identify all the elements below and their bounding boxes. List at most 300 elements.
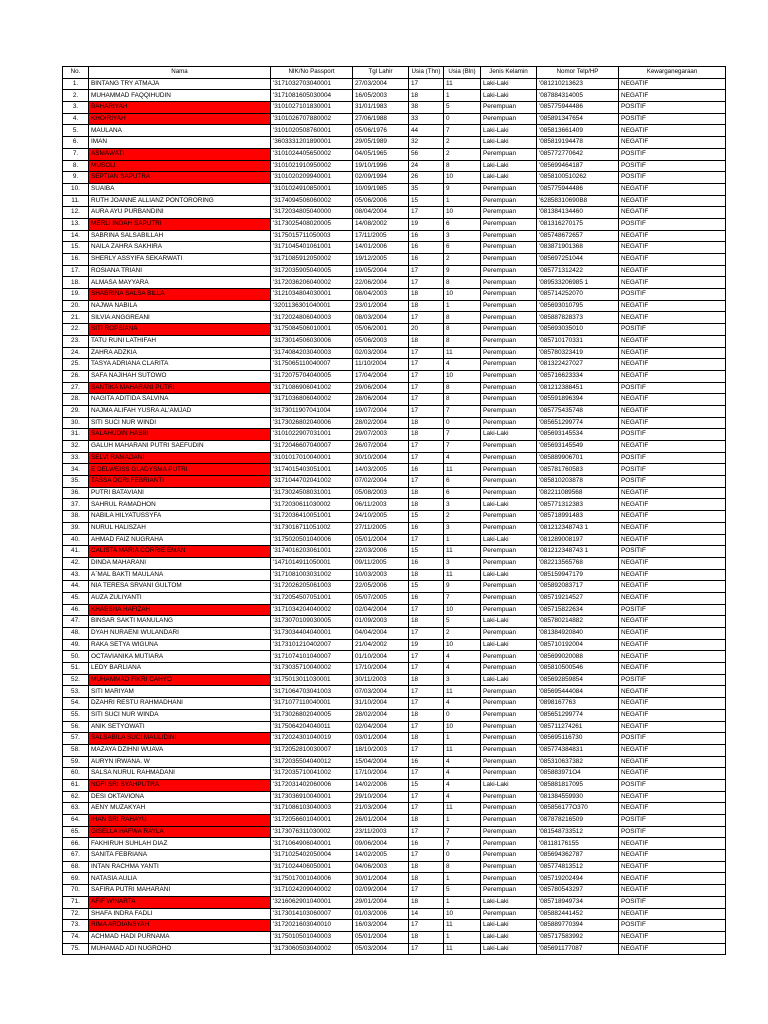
cell-usia-thn: 17 <box>409 698 444 710</box>
cell-nama: NURUL HALISZAH <box>89 522 271 534</box>
cell-usia-thn: 17 <box>409 803 444 815</box>
cell-nik: '3172021603040010 <box>271 920 353 932</box>
cell-usia-bln: 4 <box>444 651 481 663</box>
cell-nama: A`MAL BAKTI MAULANA <box>89 569 271 581</box>
cell-nama: AENY MUZAKYAH <box>89 803 271 815</box>
cell-usia-thn: 17 <box>409 628 444 640</box>
cell-jenis-kelamin: Perempuan <box>481 744 537 756</box>
cell-nama: NAJWA NABILA <box>89 300 271 312</box>
cell-nomor-telp: '082211089568 <box>537 487 619 499</box>
cell-nama: SANTIKA MAHARANI PUTRI <box>89 382 271 394</box>
cell-nik: '3172054507051001 <box>271 592 353 604</box>
cell-jenis-kelamin: Perempuan <box>481 441 537 453</box>
cell-usia-bln: 10 <box>444 289 481 301</box>
cell-jenis-kelamin: Perempuan <box>481 908 537 920</box>
cell-jenis-kelamin: Perempuan <box>481 476 537 488</box>
cell-usia-bln: 8 <box>444 335 481 347</box>
cell-usia-bln: 7 <box>444 125 481 137</box>
cell-nomor-telp: '085693035010 <box>537 324 619 336</box>
cell-nomor-telp: '085697251044 <box>537 254 619 266</box>
cell-kewarganegaraan: NEGATIF <box>619 768 726 780</box>
cell-jenis-kelamin: Laki-Laki <box>481 499 537 511</box>
cell-usia-thn: 17 <box>409 885 444 897</box>
cell-nik: '3172026205061003 <box>271 581 353 593</box>
cell-usia-thn: 17 <box>409 394 444 406</box>
cell-usia-bln: 10 <box>444 207 481 219</box>
cell-jenis-kelamin: Perempuan <box>481 148 537 160</box>
table-row <box>63 744 726 756</box>
cell-nik: '3173026802040006 <box>271 417 353 429</box>
cell-no: 69. <box>63 873 89 885</box>
cell-usia-thn: 18 <box>409 487 444 499</box>
cell-tgl-lahir: 02/09/1994 <box>353 172 409 184</box>
cell-usia-bln: 6 <box>444 476 481 488</box>
cell-no: 51. <box>63 663 89 675</box>
cell-jenis-kelamin: Perempuan <box>481 686 537 698</box>
cell-tgl-lahir: 05/06/2003 <box>353 335 409 347</box>
cell-usia-bln: 2 <box>444 148 481 160</box>
cell-nomor-telp: '081212388451 <box>537 382 619 394</box>
cell-nama: MAZAYA DZIHNI WUAVA <box>89 744 271 756</box>
cell-usia-thn: 44 <box>409 125 444 137</box>
cell-kewarganegaraan: NEGATIF <box>619 534 726 546</box>
cell-usia-bln: 11 <box>444 569 481 581</box>
cell-nama: SAFIRA PUTRI MAHARANI <box>89 885 271 897</box>
cell-no: 24. <box>63 347 89 359</box>
cell-no: 19. <box>63 289 89 301</box>
cell-kewarganegaraan: NEGATIF <box>619 873 726 885</box>
cell-tgl-lahir: 05/06/2001 <box>353 324 409 336</box>
cell-jenis-kelamin: Perempuan <box>481 861 537 873</box>
cell-usia-bln: 10 <box>444 639 481 651</box>
cell-nama: TASSA DORI FEBRIANTI <box>89 476 271 488</box>
cell-kewarganegaraan: NEGATIF <box>619 441 726 453</box>
cell-no: 27. <box>63 382 89 394</box>
table-row <box>63 651 726 663</box>
cell-kewarganegaraan: NEGATIF <box>619 265 726 277</box>
cell-tgl-lahir: 28/06/2004 <box>353 394 409 406</box>
cell-usia-bln: 4 <box>444 698 481 710</box>
cell-no: 37. <box>63 499 89 511</box>
cell-nama: AURYN IRWANA. W <box>89 756 271 768</box>
cell-nomor-telp: '085710170331 <box>537 335 619 347</box>
cell-usia-thn: 20 <box>409 324 444 336</box>
cell-no: 8. <box>63 160 89 172</box>
cell-nomor-telp: '081384134460 <box>537 207 619 219</box>
cell-nama: ANIK SETYOWATI <box>89 721 271 733</box>
cell-nik: '3201136301040001 <box>271 300 353 312</box>
cell-tgl-lahir: 10/09/1985 <box>353 183 409 195</box>
cell-tgl-lahir: 27/03/2004 <box>353 78 409 90</box>
cell-jenis-kelamin: Perempuan <box>481 405 537 417</box>
cell-usia-bln: 11 <box>444 744 481 756</box>
cell-tgl-lahir: 05/06/1976 <box>353 125 409 137</box>
cell-usia-bln: 3 <box>444 674 481 686</box>
cell-tgl-lahir: 02/04/2004 <box>353 721 409 733</box>
cell-usia-bln: 7 <box>444 838 481 850</box>
cell-jenis-kelamin: Laki-Laki <box>481 569 537 581</box>
cell-nama: SALSABILA SUCI MAULIDINI <box>89 733 271 745</box>
cell-nomor-telp: '085693145534 <box>537 429 619 441</box>
cell-jenis-kelamin: Laki-Laki <box>481 779 537 791</box>
cell-tgl-lahir: 28/02/2004 <box>353 417 409 429</box>
cell-kewarganegaraan: POSITIF <box>619 733 726 745</box>
cell-nomor-telp: '081384920840 <box>537 628 619 640</box>
cell-nama: AURA AYU PURBANDINI <box>89 207 271 219</box>
cell-nama: RUTH JOANNE ALLIANZ PONTORORING <box>89 195 271 207</box>
cell-kewarganegaraan: POSITIF <box>619 815 726 827</box>
table-row <box>63 476 726 488</box>
cell-no: 71. <box>63 896 89 908</box>
cell-nik: '3173060503040002 <box>271 943 353 955</box>
cell-nik: '3171045401061001 <box>271 242 353 254</box>
cell-usia-bln: 11 <box>444 347 481 359</box>
cell-usia-thn: 15 <box>409 195 444 207</box>
table-row <box>63 359 726 371</box>
cell-tgl-lahir: 16/03/2004 <box>353 920 409 932</box>
cell-nik: '3171032703040001 <box>271 78 353 90</box>
cell-jenis-kelamin: Perempuan <box>481 359 537 371</box>
cell-nik: '3175064204040011 <box>271 721 353 733</box>
cell-nik: '3173014103060007 <box>271 908 353 920</box>
cell-kewarganegaraan: POSITIF <box>619 289 726 301</box>
cell-nama: SABRINA SALSABILLAH <box>89 230 271 242</box>
cell-usia-thn: 17 <box>409 920 444 932</box>
cell-jenis-kelamin: Perempuan <box>481 803 537 815</box>
cell-kewarganegaraan: NEGATIF <box>619 721 726 733</box>
cell-tgl-lahir: 04/06/2003 <box>353 861 409 873</box>
cell-nama: SHAFA INDRA FADLI <box>89 908 271 920</box>
cell-nik: '3173025408020005 <box>271 218 353 230</box>
cell-nomor-telp: '085781760583 <box>537 464 619 476</box>
cell-jenis-kelamin: Laki-Laki <box>481 674 537 686</box>
cell-usia-thn: 18 <box>409 289 444 301</box>
cell-usia-thn: 17 <box>409 347 444 359</box>
cell-nama: DESI OKTAVIONA <box>89 791 271 803</box>
table-row <box>63 382 726 394</box>
table-row <box>63 592 726 604</box>
cell-nik: '1471014911050001 <box>271 557 353 569</box>
cell-no: 61. <box>63 779 89 791</box>
cell-jenis-kelamin: Perempuan <box>481 277 537 289</box>
cell-tgl-lahir: 01/09/2003 <box>353 616 409 628</box>
cell-tgl-lahir: 26/01/2004 <box>353 815 409 827</box>
cell-nik: '3173035710040002 <box>271 663 353 675</box>
cell-no: 66. <box>63 838 89 850</box>
cell-usia-bln: 7 <box>444 592 481 604</box>
cell-tgl-lahir: 05/07/2005 <box>353 592 409 604</box>
cell-kewarganegaraan: POSITIF <box>619 172 726 184</box>
cell-nik: '3173076311030002 <box>271 826 353 838</box>
cell-nik: '3172031402060006 <box>271 779 353 791</box>
cell-usia-thn: 17 <box>409 452 444 464</box>
cell-nama: MAULANA <box>89 125 271 137</box>
cell-no: 56. <box>63 721 89 733</box>
cell-nama: ASMAWATI <box>89 148 271 160</box>
cell-no: 4. <box>63 113 89 125</box>
cell-usia-bln: 8 <box>444 277 481 289</box>
cell-jenis-kelamin: Perempuan <box>481 815 537 827</box>
cell-no: 40. <box>63 534 89 546</box>
cell-no: 41. <box>63 546 89 558</box>
cell-usia-bln: 9 <box>444 265 481 277</box>
cell-no: 9. <box>63 172 89 184</box>
cell-kewarganegaraan: NEGATIF <box>619 838 726 850</box>
cell-nomor-telp: '085892083717 <box>537 581 619 593</box>
cell-tgl-lahir: 18/10/2003 <box>353 744 409 756</box>
cell-jenis-kelamin: Perempuan <box>481 709 537 721</box>
cell-tgl-lahir: 09/06/2004 <box>353 838 409 850</box>
cell-jenis-kelamin: Laki-Laki <box>481 534 537 546</box>
cell-usia-bln: 1 <box>444 534 481 546</box>
cell-kewarganegaraan: POSITIF <box>619 674 726 686</box>
cell-nama: NIA TERESA SRVANI GULTOM <box>89 581 271 593</box>
cell-jenis-kelamin: Perempuan <box>481 838 537 850</box>
header-kewarganegaraan: Kewarganegaraan <box>619 67 726 79</box>
cell-nomor-telp: '081212348743 1 <box>537 546 619 558</box>
cell-nomor-telp: '085813661409 <box>537 125 619 137</box>
cell-no: 38. <box>63 511 89 523</box>
cell-nomor-telp: '085718949734 <box>537 896 619 908</box>
cell-usia-bln: 11 <box>444 943 481 955</box>
table-row <box>63 534 726 546</box>
cell-usia-bln: 5 <box>444 102 481 114</box>
cell-jenis-kelamin: Laki-Laki <box>481 429 537 441</box>
cell-nomor-telp: '0858100510262 <box>537 172 619 184</box>
cell-nik: '3174015403051001 <box>271 464 353 476</box>
cell-usia-thn: 17 <box>409 686 444 698</box>
cell-kewarganegaraan: NEGATIF <box>619 195 726 207</box>
cell-tgl-lahir: 22/03/2006 <box>353 546 409 558</box>
table-row <box>63 581 726 593</box>
cell-no: 68. <box>63 861 89 873</box>
cell-usia-thn: 17 <box>409 312 444 324</box>
cell-nomor-telp: '085714252070 <box>537 289 619 301</box>
cell-kewarganegaraan: NEGATIF <box>619 487 726 499</box>
cell-no: 6. <box>63 137 89 149</box>
cell-no: 49. <box>63 639 89 651</box>
cell-usia-thn: 19 <box>409 639 444 651</box>
cell-nomor-telp: '085591896394 <box>537 394 619 406</box>
cell-usia-thn: 18 <box>409 417 444 429</box>
table-row <box>63 160 726 172</box>
cell-usia-thn: 16 <box>409 557 444 569</box>
cell-usia-thn: 16 <box>409 522 444 534</box>
cell-nomor-telp: '085772770642 <box>537 148 619 160</box>
cell-nomor-telp: '087884314005 <box>537 90 619 102</box>
cell-usia-bln: 11 <box>444 920 481 932</box>
cell-nama: DZAHRI RESTU RAHMADHANI <box>89 698 271 710</box>
cell-usia-bln: 2 <box>444 254 481 266</box>
cell-nama: MUSOLI <box>89 160 271 172</box>
cell-jenis-kelamin: Perempuan <box>481 207 537 219</box>
cell-nomor-telp: '085695444084 <box>537 686 619 698</box>
cell-usia-thn: 35 <box>409 183 444 195</box>
cell-tgl-lahir: 19/07/2004 <box>353 405 409 417</box>
cell-nomor-telp: '085694362787 <box>537 850 619 862</box>
cell-usia-bln: 11 <box>444 464 481 476</box>
cell-nama: SAHRUL RAMADHON <box>89 499 271 511</box>
cell-kewarganegaraan: NEGATIF <box>619 417 726 429</box>
cell-nik: '3171086103040003 <box>271 803 353 815</box>
cell-tgl-lahir: 05/08/2003 <box>353 487 409 499</box>
cell-no: 53. <box>63 686 89 698</box>
cell-usia-thn: 17 <box>409 768 444 780</box>
cell-nik: '3175017001040006 <box>271 873 353 885</box>
header-nik: NIK/No Passport <box>271 67 353 79</box>
cell-tgl-lahir: 29/10/2004 <box>353 791 409 803</box>
table-row <box>63 347 726 359</box>
cell-nomor-telp: '085774813512 <box>537 861 619 873</box>
cell-kewarganegaraan: NEGATIF <box>619 639 726 651</box>
cell-tgl-lahir: 22/06/2004 <box>353 277 409 289</box>
cell-nik: '3171064703041003 <box>271 686 353 698</box>
cell-no: 28. <box>63 394 89 406</box>
cell-nomor-telp: '085810203878 <box>537 476 619 488</box>
table-row <box>63 441 726 453</box>
cell-no: 21. <box>63 312 89 324</box>
cell-jenis-kelamin: Perempuan <box>481 791 537 803</box>
cell-nik: '3171036806040002 <box>271 394 353 406</box>
cell-kewarganegaraan: NEGATIF <box>619 230 726 242</box>
table-row <box>63 218 726 230</box>
cell-no: 31. <box>63 429 89 441</box>
cell-usia-thn: 17 <box>409 359 444 371</box>
cell-jenis-kelamin: Laki-Laki <box>481 931 537 943</box>
cell-no: 30. <box>63 417 89 429</box>
cell-tgl-lahir: 14/03/2005 <box>353 464 409 476</box>
cell-jenis-kelamin: Perempuan <box>481 242 537 254</box>
cell-nama: DYAH NURAENI WULANDARI <box>89 628 271 640</box>
cell-tgl-lahir: 19/12/2005 <box>353 254 409 266</box>
cell-usia-thn: 15 <box>409 546 444 558</box>
cell-kewarganegaraan: NEGATIF <box>619 592 726 604</box>
cell-kewarganegaraan: NEGATIF <box>619 651 726 663</box>
cell-tgl-lahir: 10/03/2003 <box>353 569 409 581</box>
cell-nomor-telp: '62858310690B8 <box>537 195 619 207</box>
cell-jenis-kelamin: Perempuan <box>481 628 537 640</box>
cell-nik: '3171064906040001 <box>271 838 353 850</box>
cell-kewarganegaraan: POSITIF <box>619 604 726 616</box>
cell-kewarganegaraan: NEGATIF <box>619 581 726 593</box>
cell-jenis-kelamin: Perempuan <box>481 768 537 780</box>
cell-nomor-telp: '085693010795 <box>537 300 619 312</box>
cell-nama: RIMA ARDIANSYAH <box>89 920 271 932</box>
cell-nama: BINSAR SAKTI MANULANG <box>89 616 271 628</box>
cell-nomor-telp: '089533206985 1 <box>537 277 619 289</box>
cell-tgl-lahir: 09/11/2005 <box>353 557 409 569</box>
cell-no: 33. <box>63 452 89 464</box>
table-row <box>63 370 726 382</box>
cell-usia-bln: 7 <box>444 405 481 417</box>
cell-usia-bln: 4 <box>444 768 481 780</box>
cell-tgl-lahir: 05/01/2004 <box>353 534 409 546</box>
cell-no: 39. <box>63 522 89 534</box>
cell-jenis-kelamin: Perempuan <box>481 394 537 406</box>
cell-jenis-kelamin: Laki-Laki <box>481 616 537 628</box>
cell-tgl-lahir: 17/10/2004 <box>353 768 409 780</box>
data-sheet <box>62 66 725 955</box>
cell-usia-thn: 18 <box>409 861 444 873</box>
table-row <box>63 522 726 534</box>
cell-nomor-telp: '085780543297 <box>537 885 619 897</box>
cell-nik: '3175020501040006 <box>271 534 353 546</box>
cell-nik: '3174094506060002 <box>271 195 353 207</box>
cell-nik: '3172036206040002 <box>271 277 353 289</box>
cell-kewarganegaraan: NEGATIF <box>619 207 726 219</box>
cell-nomor-telp: '085718991483 <box>537 511 619 523</box>
table-row <box>63 405 726 417</box>
cell-nama: OCTAVIANIKA MUTIARA <box>89 651 271 663</box>
cell-usia-thn: 18 <box>409 616 444 628</box>
cell-tgl-lahir: 26/07/2004 <box>353 441 409 453</box>
cell-nomor-telp: '087878216509 <box>537 815 619 827</box>
table-row <box>63 324 726 336</box>
cell-nomor-telp: '085699464187 <box>537 160 619 172</box>
cell-nomor-telp: '085695116730 <box>537 733 619 745</box>
cell-nama: IMAN <box>89 137 271 149</box>
table-row <box>63 429 726 441</box>
cell-tgl-lahir: 07/03/2004 <box>353 686 409 698</box>
cell-nama: ALMASA MAYYARA <box>89 277 271 289</box>
cell-tgl-lahir: 17/10/2004 <box>353 663 409 675</box>
table-row <box>63 838 726 850</box>
cell-jenis-kelamin: Perempuan <box>481 663 537 675</box>
cell-nik: '3603331201890001 <box>271 137 353 149</box>
cell-usia-thn: 17 <box>409 405 444 417</box>
table-row <box>63 511 726 523</box>
cell-nik: '3171034204040002 <box>271 604 353 616</box>
cell-nama: NATASIA AULIA <box>89 873 271 885</box>
cell-nama: MUHAMMAD FIKRI CAHYO <box>89 674 271 686</box>
cell-nik: '3101020209940001 <box>271 172 353 184</box>
cell-nik: '3175084506010001 <box>271 324 353 336</box>
cell-usia-thn: 16 <box>409 592 444 604</box>
cell-kewarganegaraan: NEGATIF <box>619 803 726 815</box>
cell-nama: TASYA ADRIANA CLARITA <box>89 359 271 371</box>
table-row <box>63 850 726 862</box>
table-row <box>63 265 726 277</box>
cell-usia-thn: 26 <box>409 172 444 184</box>
cell-nik: '3171081605030004 <box>271 90 353 102</box>
cell-jenis-kelamin: Laki-Laki <box>481 943 537 955</box>
cell-nama: AFIF WINARTA <box>89 896 271 908</box>
cell-nik: '3171074101040007 <box>271 651 353 663</box>
table-row <box>63 908 726 920</box>
cell-jenis-kelamin: Perempuan <box>481 546 537 558</box>
cell-jenis-kelamin: Perempuan <box>481 487 537 499</box>
cell-jenis-kelamin: Perempuan <box>481 102 537 114</box>
cell-usia-thn: 16 <box>409 230 444 242</box>
cell-no: 72. <box>63 908 89 920</box>
table-row <box>63 137 726 149</box>
cell-tgl-lahir: 17/11/2005 <box>353 230 409 242</box>
cell-jenis-kelamin: Laki-Laki <box>481 137 537 149</box>
cell-nomor-telp: '0898167763 <box>537 698 619 710</box>
cell-nomor-telp: '081316270175 <box>537 218 619 230</box>
cell-kewarganegaraan: NEGATIF <box>619 78 726 90</box>
cell-usia-bln: 6 <box>444 487 481 499</box>
cell-jenis-kelamin: Laki-Laki <box>481 896 537 908</box>
cell-no: 43. <box>63 569 89 581</box>
cell-usia-thn: 19 <box>409 218 444 230</box>
cell-tgl-lahir: 23/11/2003 <box>353 826 409 838</box>
participant-table <box>62 66 726 955</box>
cell-nik: '3101020508760001 <box>271 125 353 137</box>
cell-tgl-lahir: 15/04/2004 <box>353 756 409 768</box>
cell-kewarganegaraan: NEGATIF <box>619 183 726 195</box>
cell-nomor-telp: '085856177O370 <box>537 803 619 815</box>
